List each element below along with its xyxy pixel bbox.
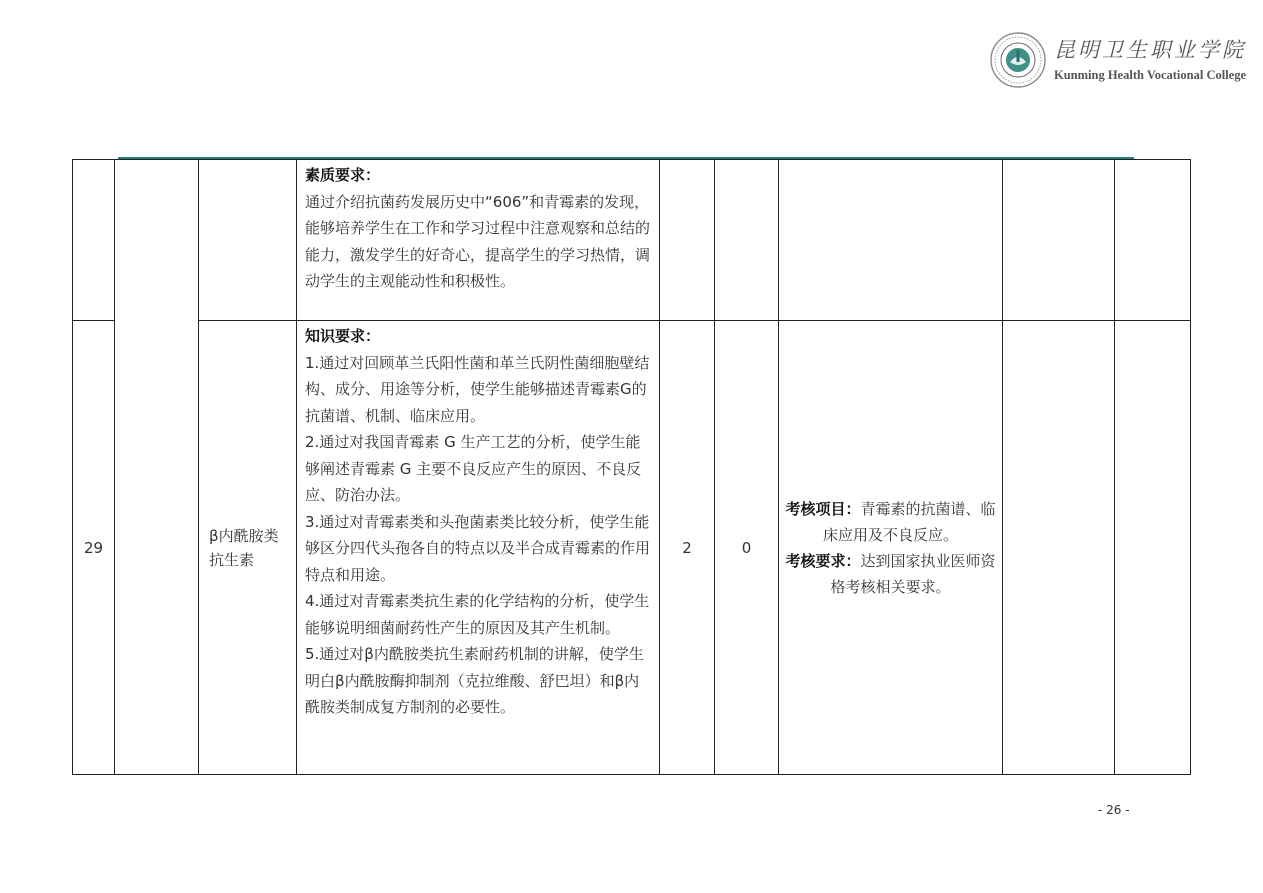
topic-cell: β内酰胺类抗生素 [199, 321, 297, 775]
practice-hours-cell: 0 [715, 321, 779, 775]
table-row [73, 321, 1191, 775]
requirement-paragraph: 通过介绍抗菌药发展历史中“606”和青霉素的发现，能够培养学生在工作和学习过程中注意观察和总结的能力，激发学生的好奇心，提高学生的学习热情，调动学生的主观能动性和积极性。 [305, 192, 651, 290]
college-name-cn: 昆明卫生职业学院 [1054, 38, 1246, 62]
college-name-en: Kunming Health Vocational College [1054, 68, 1247, 82]
assessment-requirement-text: 达到国家执业医师资格考核相关要求。 [830, 551, 996, 596]
college-logo [988, 30, 1248, 92]
knowledge-requirements-title: 知识要求： [305, 327, 381, 345]
requirements-cell [297, 321, 660, 775]
assessment-cell [779, 321, 1003, 775]
theory-hours-cell [660, 160, 715, 321]
requirement-paragraph: 4.通过对青霉素类抗生素的化学结构的分析，使学生能够说明细菌耐药性产生的原因及其产生机制。 [305, 592, 650, 637]
practice-hours-cell [715, 160, 779, 321]
page-number: - 26 - [1098, 803, 1130, 817]
requirement-paragraph: 5.通过对β内酰胺类抗生素耐药机制的讲解，使学生明白β内酰胺酶抑制剂（克拉维酸、舒巴坦）和β内酰胺类制成复方制剂的必要性。 [305, 645, 644, 716]
assessment-cell [779, 160, 1003, 321]
module-cell [115, 160, 199, 775]
topic-cell [199, 160, 297, 321]
quality-requirements-title: 素质要求： [305, 166, 381, 184]
extra-cell [1115, 160, 1191, 321]
number-cell [73, 160, 115, 321]
requirement-paragraph: 3.通过对青霉素类和头孢菌素类比较分析，使学生能够区分四代头孢各自的特点以及半合成青霉素的作用特点和用途。 [305, 512, 651, 584]
theory-hours-cell: 2 [660, 321, 715, 775]
college-seal-icon [990, 32, 1046, 88]
number-cell: 29 [73, 321, 115, 775]
requirement-paragraph: 1.通过对回顾革兰氏阳性菌和革兰氏阴性菌细胞壁结构、成分、用途等分析，使学生能够描述青霉素G的抗菌谱、机制、临床应用。 [305, 353, 650, 425]
assessment-item-label: 考核项目： [785, 499, 861, 518]
requirements-cell [297, 160, 660, 321]
assessment-requirement-label: 考核要求： [785, 551, 861, 570]
assessment-item-text: 青霉素的抗菌谱、临床应用及不良反应。 [822, 499, 996, 544]
table-row [73, 160, 1191, 321]
extra-cell [1003, 321, 1115, 775]
requirement-paragraph: 2.通过对我国青霉素 G 生产工艺的分析，使学生能够阐述青霉素 G 主要不良反应产生的原因、不良反应、防治办法。 [305, 433, 642, 504]
extra-cell [1003, 160, 1115, 321]
syllabus-table [72, 159, 1191, 775]
extra-cell [1115, 321, 1191, 775]
